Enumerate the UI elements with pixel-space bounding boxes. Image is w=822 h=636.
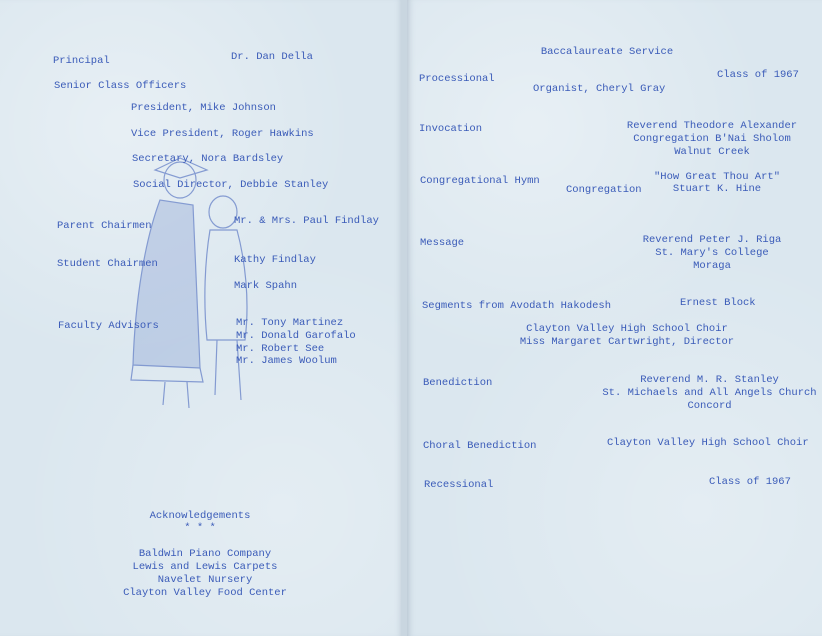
ack-item-2: Lewis and Lewis Carpets <box>132 561 278 573</box>
invocation-label: Invocation <box>419 123 483 135</box>
benediction-line-2: St. Michaels and All Angels Church <box>602 387 817 399</box>
invocation-line-2: Congregation B'Nai Sholom <box>633 133 791 145</box>
organist: Organist, Cheryl Gray <box>533 83 666 95</box>
ack-item-4: Clayton Valley Food Center <box>123 587 287 599</box>
choir-line-1: Clayton Valley High School Choir <box>526 323 728 335</box>
message-line-1: Reverend Peter J. Riga <box>642 234 782 246</box>
officer-vice-president: Vice President, Roger Hawkins <box>131 128 314 140</box>
ack-item-1: Baldwin Piano Company <box>138 548 272 560</box>
hymn-performer: Congregation <box>566 184 642 196</box>
segments-label: Segments from Avodath Hakodesh <box>422 300 612 312</box>
invocation-line-3: Walnut Creek <box>674 146 750 158</box>
acknowledgements-stars: * * * <box>184 522 216 534</box>
faculty-advisor-4: Mr. James Woolum <box>236 355 337 367</box>
faculty-advisor-1: Mr. Tony Martinez <box>236 317 344 329</box>
officers-label: Senior Class Officers <box>54 80 187 92</box>
acknowledgements-title: Acknowledgements <box>149 510 251 522</box>
benediction-line-3: Concord <box>687 400 732 412</box>
hymn-label: Congregational Hymn <box>420 175 540 187</box>
service-title: Baccalaureate Service <box>540 46 674 58</box>
student-chairman-2: Mark Spahn <box>234 280 298 292</box>
message-label: Message <box>420 237 465 249</box>
processional-value: Class of 1967 <box>717 69 799 81</box>
faculty-advisor-2: Mr. Donald Garofalo <box>236 330 356 342</box>
ack-item-3: Navelet Nursery <box>157 574 253 586</box>
hymn-author: Stuart K. Hine <box>672 183 762 195</box>
recessional-value: Class of 1967 <box>709 476 791 488</box>
message-line-2: St. Mary's College <box>655 247 769 259</box>
officer-president: President, Mike Johnson <box>131 102 276 114</box>
principal-name: Dr. Dan Della <box>231 51 313 63</box>
hymn-title: "How Great Thou Art" <box>653 171 781 183</box>
processional-label: Processional <box>419 73 495 85</box>
invocation-line-1: Reverend Theodore Alexander <box>626 120 798 132</box>
parent-chairmen-name: Mr. & Mrs. Paul Findlay <box>234 215 379 227</box>
student-chairmen-label: Student Chairmen <box>57 258 158 270</box>
benediction-line-1: Reverend M. R. Stanley <box>640 374 779 386</box>
left-page <box>0 0 403 636</box>
recessional-label: Recessional <box>424 479 494 491</box>
segments-composer: Ernest Block <box>680 297 756 309</box>
right-page <box>407 0 822 636</box>
choral-benediction-label: Choral Benediction <box>423 440 537 452</box>
faculty-advisors-label: Faculty Advisors <box>58 320 159 332</box>
faculty-advisor-3: Mr. Robert See <box>236 343 325 355</box>
student-chairman-1: Kathy Findlay <box>234 254 316 266</box>
choral-benediction-value: Clayton Valley High School Choir <box>607 437 809 449</box>
principal-label: Principal <box>53 55 110 67</box>
officer-social-director: Social Director, Debbie Stanley <box>133 179 329 191</box>
choir-line-2: Miss Margaret Cartwright, Director <box>519 336 735 348</box>
parent-chairmen-label: Parent Chairmen <box>57 220 152 232</box>
benediction-label: Benediction <box>423 377 493 389</box>
message-line-3: Moraga <box>693 260 731 272</box>
officer-secretary: Secretary, Nora Bardsley <box>132 153 284 165</box>
